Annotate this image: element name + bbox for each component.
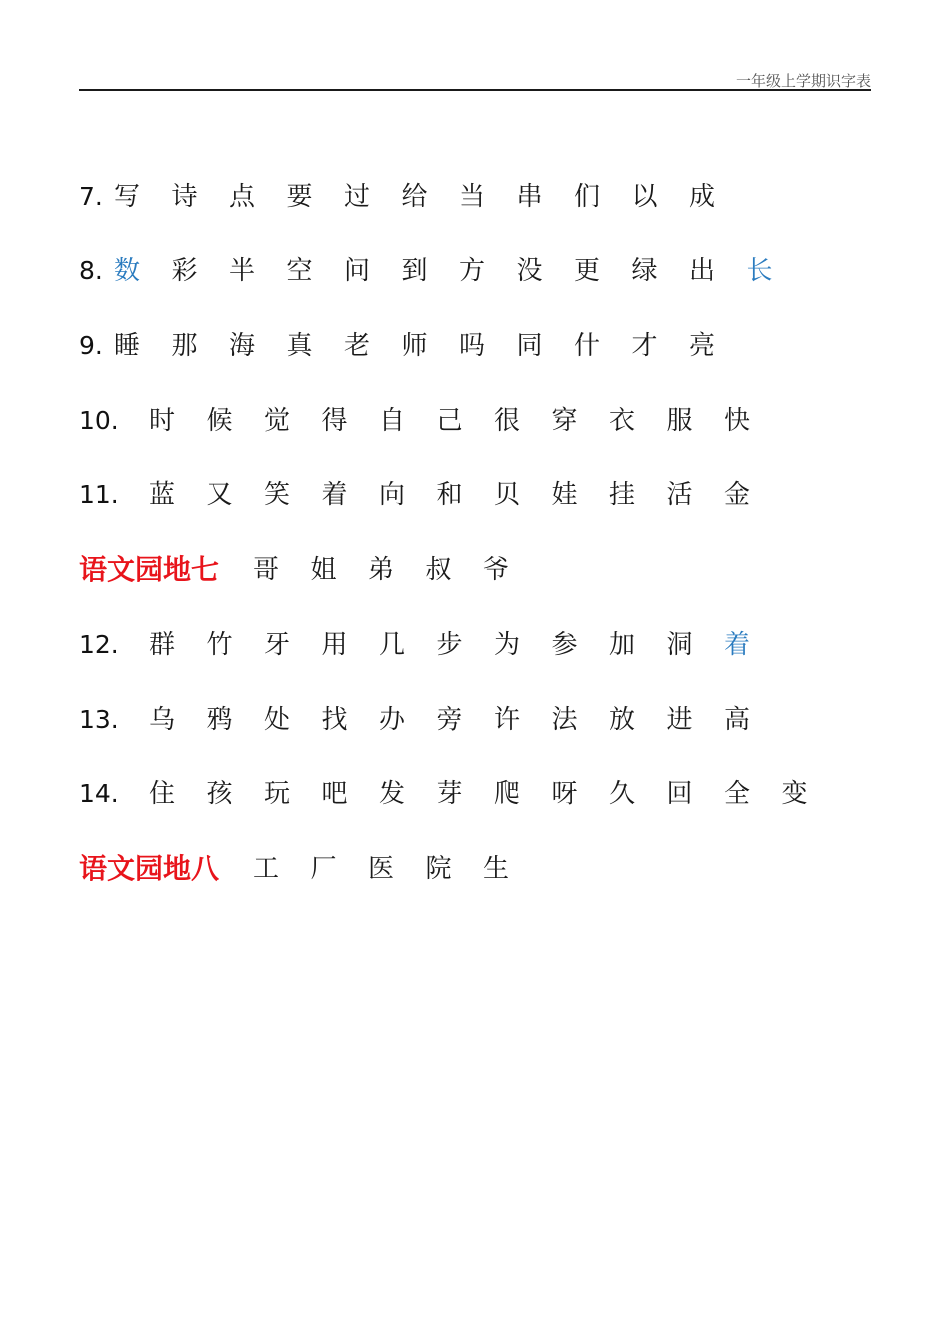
header-divider <box>79 89 871 91</box>
character: 笑 <box>263 480 290 510</box>
lesson-number: 12. <box>79 630 119 659</box>
character: 老 <box>343 331 370 361</box>
character: 哥 <box>252 555 279 585</box>
lesson-row <box>79 401 879 441</box>
character: 医 <box>367 854 394 884</box>
character: 以 <box>631 182 658 212</box>
section-row <box>79 550 879 590</box>
character: 给 <box>401 182 428 212</box>
character: 金 <box>723 480 750 510</box>
character: 穿 <box>551 406 578 436</box>
section-row <box>79 849 879 889</box>
character: 玩 <box>263 779 290 809</box>
character: 吗 <box>458 331 485 361</box>
character: 爬 <box>493 779 520 809</box>
character: 过 <box>343 182 370 212</box>
character: 进 <box>666 705 693 735</box>
character: 高 <box>723 705 750 735</box>
character: 姐 <box>310 555 337 585</box>
character: 睡 <box>113 331 140 361</box>
lesson-number: 14. <box>79 779 119 808</box>
lesson-row <box>79 326 879 366</box>
character: 吧 <box>321 779 348 809</box>
character: 向 <box>378 480 405 510</box>
character: 找 <box>321 705 348 735</box>
character: 服 <box>666 406 693 436</box>
highlighted-character: 数 <box>113 256 140 286</box>
character: 全 <box>723 779 750 809</box>
character: 办 <box>378 705 405 735</box>
character: 洞 <box>666 630 693 660</box>
character: 回 <box>666 779 693 809</box>
character: 得 <box>321 406 348 436</box>
character: 更 <box>573 256 600 286</box>
character: 步 <box>436 630 463 660</box>
character: 娃 <box>551 480 578 510</box>
character: 变 <box>781 779 808 809</box>
character: 又 <box>206 480 233 510</box>
lesson-row <box>79 475 879 515</box>
character: 竹 <box>206 630 233 660</box>
character: 没 <box>516 256 543 286</box>
character: 亮 <box>688 331 715 361</box>
lesson-number: 10. <box>79 406 119 435</box>
character: 同 <box>516 331 543 361</box>
character: 要 <box>286 182 313 212</box>
character: 候 <box>206 406 233 436</box>
character: 放 <box>608 705 635 735</box>
character: 院 <box>425 854 452 884</box>
character: 问 <box>343 256 370 286</box>
character: 久 <box>608 779 635 809</box>
character: 时 <box>148 406 175 436</box>
character: 旁 <box>436 705 463 735</box>
character: 那 <box>171 331 198 361</box>
lesson-number: 7. <box>79 182 103 211</box>
character: 衣 <box>608 406 635 436</box>
character: 半 <box>228 256 255 286</box>
character: 彩 <box>171 256 198 286</box>
lesson-row <box>79 251 879 291</box>
character: 才 <box>631 331 658 361</box>
character: 觉 <box>263 406 290 436</box>
character: 着 <box>321 480 348 510</box>
character: 点 <box>228 182 255 212</box>
page-header-title: 一年级上学期识字表 <box>735 72 871 90</box>
character: 成 <box>688 182 715 212</box>
character: 爷 <box>482 555 509 585</box>
character: 真 <box>286 331 313 361</box>
character: 师 <box>401 331 428 361</box>
character: 住 <box>148 779 175 809</box>
character: 孩 <box>206 779 233 809</box>
character: 蓝 <box>148 480 175 510</box>
character: 生 <box>482 854 509 884</box>
lesson-number: 9. <box>79 331 103 360</box>
character: 空 <box>286 256 313 286</box>
character: 很 <box>493 406 520 436</box>
character: 诗 <box>171 182 198 212</box>
lesson-number: 13. <box>79 705 119 734</box>
character: 绿 <box>631 256 658 286</box>
lesson-row <box>79 625 879 665</box>
character: 活 <box>666 480 693 510</box>
character: 快 <box>723 406 750 436</box>
character: 用 <box>321 630 348 660</box>
character: 为 <box>493 630 520 660</box>
character: 什 <box>573 331 600 361</box>
section-title: 语文园地七 <box>79 553 220 586</box>
lesson-number: 11. <box>79 480 119 509</box>
section-title: 语文园地八 <box>79 852 220 885</box>
highlighted-character: 着 <box>723 630 750 660</box>
lesson-row <box>79 774 879 814</box>
lesson-row <box>79 177 879 217</box>
character: 出 <box>688 256 715 286</box>
character: 法 <box>551 705 578 735</box>
character: 方 <box>458 256 485 286</box>
character: 叔 <box>425 555 452 585</box>
character: 挂 <box>608 480 635 510</box>
character: 己 <box>436 406 463 436</box>
character: 许 <box>493 705 520 735</box>
character: 串 <box>516 182 543 212</box>
character: 弟 <box>367 555 394 585</box>
highlighted-character: 长 <box>746 256 773 286</box>
character: 加 <box>608 630 635 660</box>
character: 乌 <box>148 705 175 735</box>
character: 到 <box>401 256 428 286</box>
character: 工 <box>252 854 279 884</box>
character: 们 <box>573 182 600 212</box>
character: 鸦 <box>206 705 233 735</box>
character: 自 <box>378 406 405 436</box>
character: 牙 <box>263 630 290 660</box>
character: 当 <box>458 182 485 212</box>
character: 芽 <box>436 779 463 809</box>
character: 处 <box>263 705 290 735</box>
character: 参 <box>551 630 578 660</box>
lesson-number: 8. <box>79 256 103 285</box>
character: 贝 <box>493 480 520 510</box>
character: 厂 <box>310 854 337 884</box>
character: 发 <box>378 779 405 809</box>
character: 几 <box>378 630 405 660</box>
character: 写 <box>113 182 140 212</box>
character: 和 <box>436 480 463 510</box>
character: 海 <box>228 331 255 361</box>
character: 呀 <box>551 779 578 809</box>
lesson-row <box>79 700 879 740</box>
character: 群 <box>148 630 175 660</box>
